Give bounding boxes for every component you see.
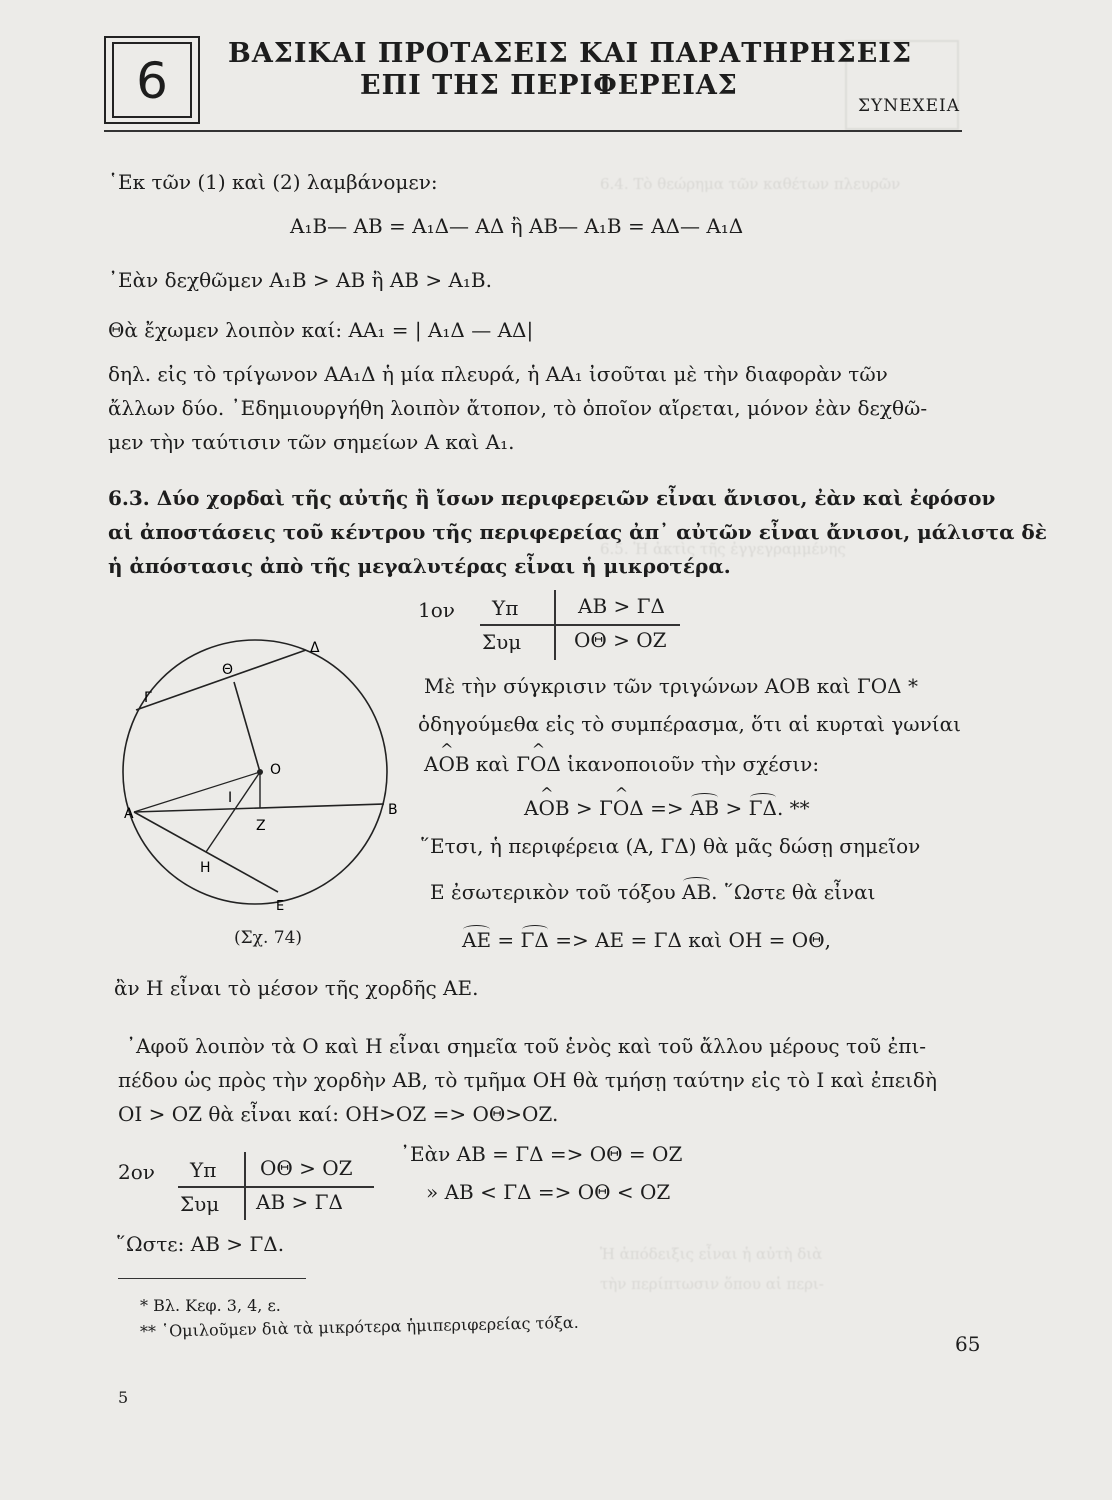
paragraph-5-line2: ὁδηγούμεθα εἰς τὸ συμπέρασμα, ὅτι αἱ κυρταὶ γωνίαι [418, 712, 961, 736]
paragraph-5-line1: Μὲ τὴν σύγκρισιν τῶν τριγώνων AOB καὶ ΓΟΔ * [424, 674, 918, 698]
footnote-1: * Βλ. Κεφ. 3, 4, ε. [140, 1296, 281, 1315]
label-Z: Z [256, 818, 266, 834]
case-2-hypothesis: OΘ > OZ [260, 1156, 353, 1180]
paragraph-2: ᾿Εὰν δεχθῶμεν A₁B > AB ἢ AB > A₁B. [108, 268, 492, 292]
bleed-through-text: 6.4. Τὸ θεώρημα τῶν καθέτων πλευρῶν [600, 175, 901, 193]
equation-2: ^ AOB > ^ ΓOΔ => AB > ΓΔ. ** [524, 796, 810, 820]
paragraph-7: ἂν Η εἶναι τὸ μέσον τῆς χορδῆς AE. [114, 976, 479, 1000]
circle-outline [123, 640, 387, 904]
case-2-label: 2ον [118, 1160, 155, 1184]
conclusion-label-2: Συμ [180, 1192, 220, 1216]
chapter-title-line1: ΒΑΣΙΚΑΙ ΠΡΟΤΑΣΕΙΣ ΚΑΙ ΠΑΡΑΤΗΡΗΣΕΙΣ [228, 38, 913, 69]
header-rule [104, 130, 962, 132]
paragraph-4-line2: ἄλλων δύο. ᾿Εδημιουργήθη λοιπὸν ἄτοπον, τὸ ὁποῖον αἴρεται, μόνον ἐὰν δεχθῶ- [108, 396, 928, 420]
angle-aob: ^ AOB [424, 752, 470, 776]
paragraph-6-line2: Ε ἐσωτερικὸν τοῦ τόξου AB. ῞Ωστε θὰ εἶναι [430, 880, 876, 904]
paragraph-9: ῞Ωστε: AB > ΓΔ. [116, 1232, 285, 1256]
theorem-line2: αἱ ἀποστάσεις τοῦ κέντρου τῆς περιφερείας ἀπ᾿ αὐτῶν εἶναι ἄνισοι, μάλιστα δὲ [108, 520, 1047, 544]
signature-mark: 5 [118, 1388, 129, 1407]
case-2-reason-2: » AB < ΓΔ => OΘ < OZ [426, 1180, 671, 1204]
bleed-through-text: 6.5. Ἡ ἀκτὶς τῆς ἐγγεγραμμένης [600, 540, 846, 558]
paragraph-8-line2: πέδου ὡς πρὸς τὴν χορδὴν AB, τὸ τμῆμα OH θὰ τμήσῃ ταύτην εἰς τὸ I καὶ ἐπειδὴ [118, 1068, 937, 1092]
page-number: 65 [955, 1332, 981, 1356]
paragraph-6-line1: ῞Ετσι, ἡ περιφέρεια (A, ΓΔ) θὰ μᾶς δώσῃ σημεῖον [420, 834, 921, 858]
footnote-2: ** ῾Ομιλοῦμεν διὰ τὰ μικρότερα ἡμιπεριφερείας τόξα. [139, 1312, 579, 1341]
label-D: Δ [310, 640, 320, 656]
segment-ao [134, 772, 260, 812]
table-divider [178, 1186, 374, 1188]
case-1-label: 1ον [418, 598, 455, 622]
label-TH: Θ [222, 662, 234, 678]
center-point [257, 769, 263, 775]
segment-oh [206, 772, 260, 852]
angle-god: ^ ΓOΔ [516, 752, 561, 776]
segment-ot [234, 682, 260, 772]
figure-caption: (Σχ. 74) [234, 928, 303, 948]
paragraph-8-line3: OI > OZ θὰ εἶναι καί: OH>OZ => OΘ>OZ. [118, 1102, 559, 1126]
continued-label: ΣΥΝΕΧΕΙΑ [858, 96, 961, 116]
table-divider [480, 624, 680, 626]
paragraph-8-line1: ᾿Αφοῦ λοιπὸν τὰ O καὶ H εἶναι σημεῖα τοῦ ἑνὸς καὶ τοῦ ἄλλου μέρους τοῦ ἐπι- [126, 1034, 927, 1058]
label-O: O [270, 762, 282, 778]
case-2-reason-1: ᾿Εὰν AB = ΓΔ => OΘ = OZ [400, 1142, 683, 1166]
label-G: Γ [144, 690, 152, 706]
paragraph-5-line3: ^ AOB καὶ ^ ΓOΔ ἱκανοποιοῦν τὴν σχέσιν: [424, 752, 819, 776]
paragraph-4-line1: δηλ. εἰς τὸ τρίγωνον AA₁Δ ἡ μία πλευρά, ἡ AA₁ ἰσοῦται μὲ τὴν διαφορὰν τῶν [108, 362, 888, 386]
label-A: A [124, 806, 134, 822]
bleed-through-text: τὴν περίπτωσιν ὅπου αἱ περι- [600, 1275, 824, 1293]
theorem-line3: ἡ ἀπόστασις ἀπὸ τῆς μεγαλυτέρας εἶναι ἡ μικροτέρα. [108, 554, 731, 578]
label-E: E [276, 899, 285, 914]
case-2-conclusion: AB > ΓΔ [256, 1190, 343, 1214]
case-1-hypothesis: AB > ΓΔ [578, 594, 665, 618]
hypothesis-label: Υπ [492, 596, 519, 620]
footnote-rule [118, 1278, 306, 1279]
label-I: I [228, 790, 233, 806]
chapter-number: 6 [112, 42, 192, 118]
bleed-through-text: Ἡ ἀπόδειξις εἶναι ἡ αὐτὴ διὰ [600, 1245, 823, 1263]
chord-ab [134, 804, 384, 812]
hypothesis-label-2: Υπ [190, 1158, 217, 1182]
chapter-title-line2: ΕΠΙ ΤΗΣ ΠΕΡΙΦΕΡΕΙΑΣ [360, 70, 738, 101]
equation-1: A₁B— AB = A₁Δ— AΔ ἢ AB— A₁B = AΔ— A₁Δ [290, 214, 744, 238]
label-H: H [200, 860, 211, 876]
label-B: B [388, 802, 398, 818]
conclusion-label: Συμ [482, 630, 522, 654]
equation-3: AE = ΓΔ => AE = ΓΔ καὶ OH = OΘ, [462, 928, 831, 952]
paragraph-1: ῾Εκ τῶν (1) καὶ (2) λαμβάνομεν: [108, 170, 438, 194]
chord-gd [136, 650, 306, 710]
paragraph-4-line3: μεν τὴν ταύτισιν τῶν σημείων Α καὶ A₁. [108, 430, 515, 454]
case-1-conclusion: OΘ > OZ [574, 628, 667, 652]
paragraph-3: Θὰ ἔχωμεν λοιπὸν καί: AA₁ = | A₁Δ — AΔ| [108, 318, 534, 342]
theorem-line1: 6.3. Δύο χορδαὶ τῆς αὐτῆς ἢ ἴσων περιφερειῶν εἶναι ἄνισοι, ἐὰν καὶ ἐφόσον [108, 486, 996, 510]
geometry-figure [110, 632, 398, 932]
